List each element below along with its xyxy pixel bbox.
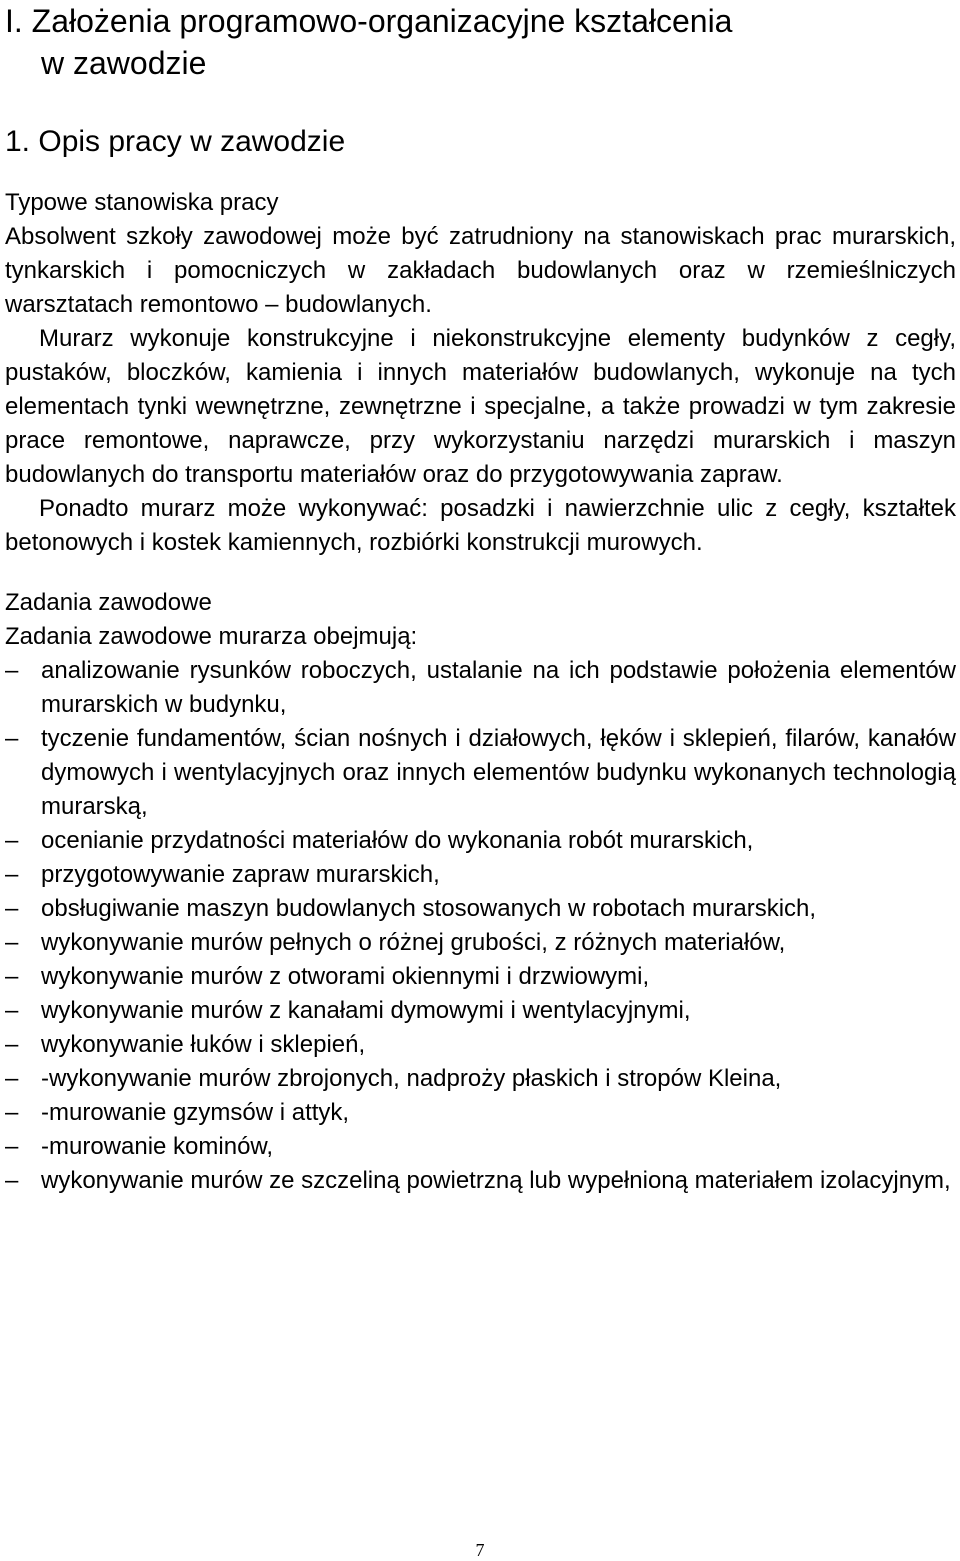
list-item-text: wykonywanie łuków i sklepień, — [41, 1031, 366, 1058]
dash-bullet: – — [5, 657, 19, 684]
list-item — [5, 722, 956, 824]
subsection-title-tasks: Zadania zawodowe — [5, 589, 212, 616]
dash-bullet: – — [5, 725, 19, 752]
list-item — [5, 858, 956, 892]
list-item — [5, 824, 956, 858]
dash-bullet: – — [5, 861, 19, 888]
dash-bullet: – — [5, 827, 19, 854]
list-item — [5, 1028, 956, 1062]
list-item-text: -wykonywanie murów zbrojonych, nadproży płaskich i stropów Kleina, — [41, 1065, 782, 1092]
list-item-text: przygotowywanie zapraw murarskich, — [41, 861, 440, 888]
list-item — [5, 892, 956, 926]
list-item — [5, 1164, 956, 1198]
page-number: 7 — [475, 1540, 485, 1560]
chapter-heading — [5, 0, 956, 84]
paragraph-positions: Absolwent szkoły zawodowej może być zatrudniony na stanowiskach prac murarskich, tynkarskich i pomocniczych w zakładach budowlanych oraz w rzemieślniczych warsztatach remontowo – budowlanych. — [5, 223, 956, 318]
dash-bullet: – — [5, 1031, 19, 1058]
list-item-text: tyczenie fundamentów, ścian nośnych i działowych, łęków i sklepień, filarów, kanałów dymowych i wentylacyjnych oraz innych elementów budynku wykonanych technologią murarską, — [41, 725, 956, 820]
list-item-text: -murowanie kominów, — [41, 1133, 274, 1160]
paragraph-job-description: Murarz wykonuje konstrukcyjne i niekonstrukcyjne elementy budynków z cegły, pustaków, bloczków, kamienia i innych materiałów budowlanych, wykonuje na tych elementach tynki wewnętrzne, zewnętrzne i specjalne, a także prowadzi w tym zakresie prace remontowe, naprawcze, przy wykorzystaniu narzędzi murarskich i maszyn budowlanych do transportu materiałów oraz do przygotowywania zapraw. — [5, 325, 956, 488]
dash-bullet: – — [5, 895, 19, 922]
paragraph-additional-work: Ponadto murarz może wykonywać: posadzki i nawierzchnie ulic z cegły, kształtek betonowych i kostek kamiennych, rozbiórki konstrukcji murowych. — [5, 495, 956, 556]
section-heading: 1. Opis pracy w zawodzie — [5, 125, 346, 158]
list-item — [5, 926, 956, 960]
list-item-text: wykonywanie murów z otworami okiennymi i drzwiowymi, — [41, 963, 650, 990]
list-item-text: -murowanie gzymsów i attyk, — [41, 1099, 350, 1126]
document-page — [5, 0, 956, 1198]
dash-bullet: – — [5, 963, 19, 990]
list-item-text: analizowanie rysunków roboczych, ustalanie na ich podstawie położenia elementów murarskich w budynku, — [41, 657, 956, 718]
dash-bullet: – — [5, 1133, 19, 1160]
dash-bullet: – — [5, 1167, 19, 1194]
tasks-list — [5, 654, 956, 1198]
list-item-text: wykonywanie murów pełnych o różnej grubości, z różnych materiałów, — [41, 929, 786, 956]
tasks-intro: Zadania zawodowe murarza obejmują: — [5, 623, 418, 650]
list-item — [5, 960, 956, 994]
dash-bullet: – — [5, 929, 19, 956]
chapter-heading-line2: w zawodzie — [41, 45, 207, 81]
list-item-text: obsługiwanie maszyn budowlanych stosowanych w robotach murarskich, — [41, 895, 817, 922]
list-item-text: ocenianie przydatności materiałów do wykonania robót murarskich, — [41, 827, 754, 854]
list-item-text: wykonywanie murów z kanałami dymowymi i wentylacyjnymi, — [41, 997, 691, 1024]
list-item-text: wykonywanie murów ze szczeliną powietrzną lub wypełnioną materiałem izolacyjnym, — [41, 1167, 951, 1194]
list-item — [5, 1062, 956, 1096]
list-item — [5, 654, 956, 722]
subsection-title-positions: Typowe stanowiska pracy — [5, 189, 279, 216]
chapter-heading-line1: I. Założenia programowo-organizacyjne kształcenia — [5, 3, 733, 39]
dash-bullet: – — [5, 1065, 19, 1092]
list-item — [5, 1096, 956, 1130]
list-item — [5, 994, 956, 1028]
dash-bullet: – — [5, 1099, 19, 1126]
dash-bullet: – — [5, 997, 19, 1024]
list-item — [5, 1130, 956, 1164]
